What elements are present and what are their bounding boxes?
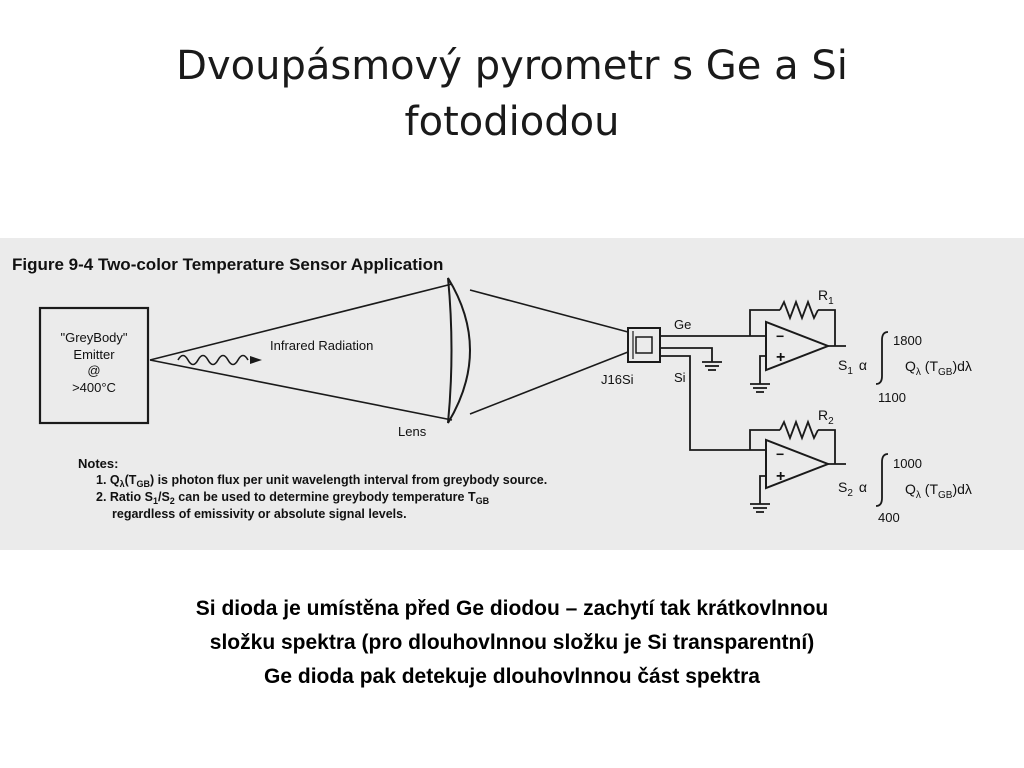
channel-2-upper-limit: 1000 xyxy=(893,456,922,471)
channel-1-integrand: $Q_\lambda$ $(T_{GB})d\lambda$ xyxy=(905,358,972,378)
circuit-figure xyxy=(0,238,1024,550)
emitter-line-3: @ xyxy=(87,363,101,378)
resistor-1-label: $R_1$ xyxy=(818,287,834,307)
note-2: 2. Ratio $S_1/S_2$ can be used to determine greybody temperature $T_{GB}$ xyxy=(96,490,490,506)
resistor-2-label: $R_2$ xyxy=(818,407,834,427)
figure-heading: Figure 9-4 Two-color Temperature Sensor Application xyxy=(12,255,444,274)
opamp-1-plus: + xyxy=(776,349,786,366)
note-3: regardless of emissivity or absolute signal levels. xyxy=(112,507,407,521)
integral-1-icon xyxy=(876,332,888,384)
emitter-line-4: >400°C xyxy=(72,380,116,395)
lens-icon xyxy=(448,278,470,423)
sensor-icon xyxy=(628,328,660,362)
opamp-1-minus: − xyxy=(776,328,785,344)
caption-line-1: Si dioda je umístěna před Ge diodou – zachytí tak krátkovlnnou xyxy=(195,597,829,620)
lens-label: Lens xyxy=(398,424,427,439)
notes-title: Notes: xyxy=(78,456,119,471)
slide-title xyxy=(0,38,1024,150)
radiation-cone xyxy=(150,284,628,420)
radiation-label: Infrared Radiation xyxy=(270,338,374,353)
emitter-line-1: "GreyBody" xyxy=(60,330,128,345)
ge-label: Ge xyxy=(674,317,692,332)
s1-symbol: $S_1$ α xyxy=(838,357,867,377)
channel-1-formula xyxy=(838,332,972,405)
figure-notes xyxy=(78,456,547,521)
s2-symbol: $S_2$ α xyxy=(838,479,867,499)
slide-title-line-1: Dvoupásmový pyrometr s Ge a Si xyxy=(176,43,848,89)
si-label: Si xyxy=(674,370,686,385)
channel-2-integrand: $Q_\lambda$ $(T_{GB})d\lambda$ xyxy=(905,481,972,501)
slide-title-line-2: fotodiodou xyxy=(404,99,620,145)
note-1: 1. $Q_\lambda(T_{GB})$ is photon flux per unit wavelength interval from greybody source. xyxy=(96,473,548,489)
emitter-line-2: Emitter xyxy=(73,347,115,362)
channel-2-lower-limit: 400 xyxy=(878,510,900,525)
channel-2-formula xyxy=(838,454,972,525)
integral-2-icon xyxy=(876,454,888,506)
caption-line-2: složku spektra (pro dlouhovlnnou složku je Si transparentní) xyxy=(209,631,815,654)
caption-line-3: Ge dioda pak detekuje dlouhovlnnou část spektra xyxy=(264,665,760,688)
greybody-emitter xyxy=(40,308,148,423)
slide-caption xyxy=(0,592,1024,694)
opamp-2-plus: + xyxy=(776,468,786,485)
channel-1-upper-limit: 1800 xyxy=(893,333,922,348)
infrared-wave-icon xyxy=(178,356,262,365)
channel-1-lower-limit: 1100 xyxy=(878,390,906,405)
opamp-2-minus: − xyxy=(776,446,785,462)
sensor-label: J16Si xyxy=(601,372,634,387)
